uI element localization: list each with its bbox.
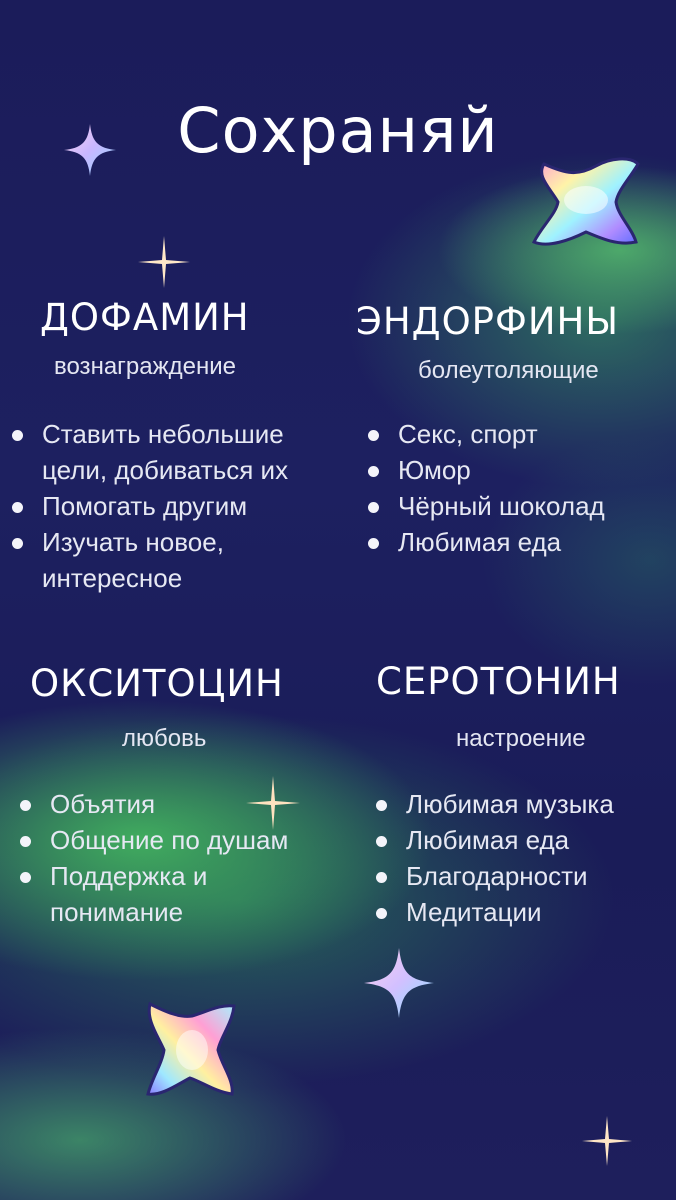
section-heading: ОКСИТОЦИН [30,662,284,705]
list-item: Любимая еда [366,524,605,560]
section-heading: СЕРОТОНИН [376,660,621,703]
list-item-continuation: понимание [50,897,184,927]
list-serotonin [374,786,614,930]
sparkle-icon [362,946,436,1020]
list-item: Любимая еда [374,822,614,858]
list-item: Секс, спорт [366,416,605,452]
list-item: Любимая музыка [374,786,614,822]
list-item-continuation: интересное [42,563,183,593]
section-heading: ДОФАМИН [40,296,250,339]
sparkle-icon [62,122,118,178]
star-3d-icon [140,996,242,1102]
list-item: Чёрный шоколад [366,488,605,524]
list-item: Поддержка и [18,858,288,894]
sparkle-icon [582,1116,632,1166]
list-item: Общение по душам [18,822,288,858]
section-subtitle: любовь [122,725,207,752]
sparkle-icon [138,236,190,288]
section-endorphins [356,300,619,385]
list-item: Ставить небольшие [10,416,288,452]
section-heading: ЭНДОРФИНЫ [356,300,619,343]
list-item-continuation: цели, добиваться их [42,455,289,485]
star-3d-icon [526,154,644,252]
list-dopamine [10,416,288,596]
list-item: Медитации [374,894,614,930]
list-item: Помогать другим [10,488,288,524]
list-item: Благодарности [374,858,614,894]
list-item: Юмор [366,452,605,488]
section-dopamine [40,296,250,381]
list-oxytocin [18,786,288,930]
section-subtitle: настроение [456,725,586,752]
page-title: Сохраняй [177,93,499,167]
list-endorphins [366,416,605,560]
section-subtitle: болеутоляющие [418,357,599,384]
list-item: Изучать новое, [10,524,288,560]
section-serotonin [376,660,621,753]
section-subtitle: вознаграждение [54,353,237,380]
section-oxytocin [30,662,284,753]
list-item: Объятия [18,786,288,822]
